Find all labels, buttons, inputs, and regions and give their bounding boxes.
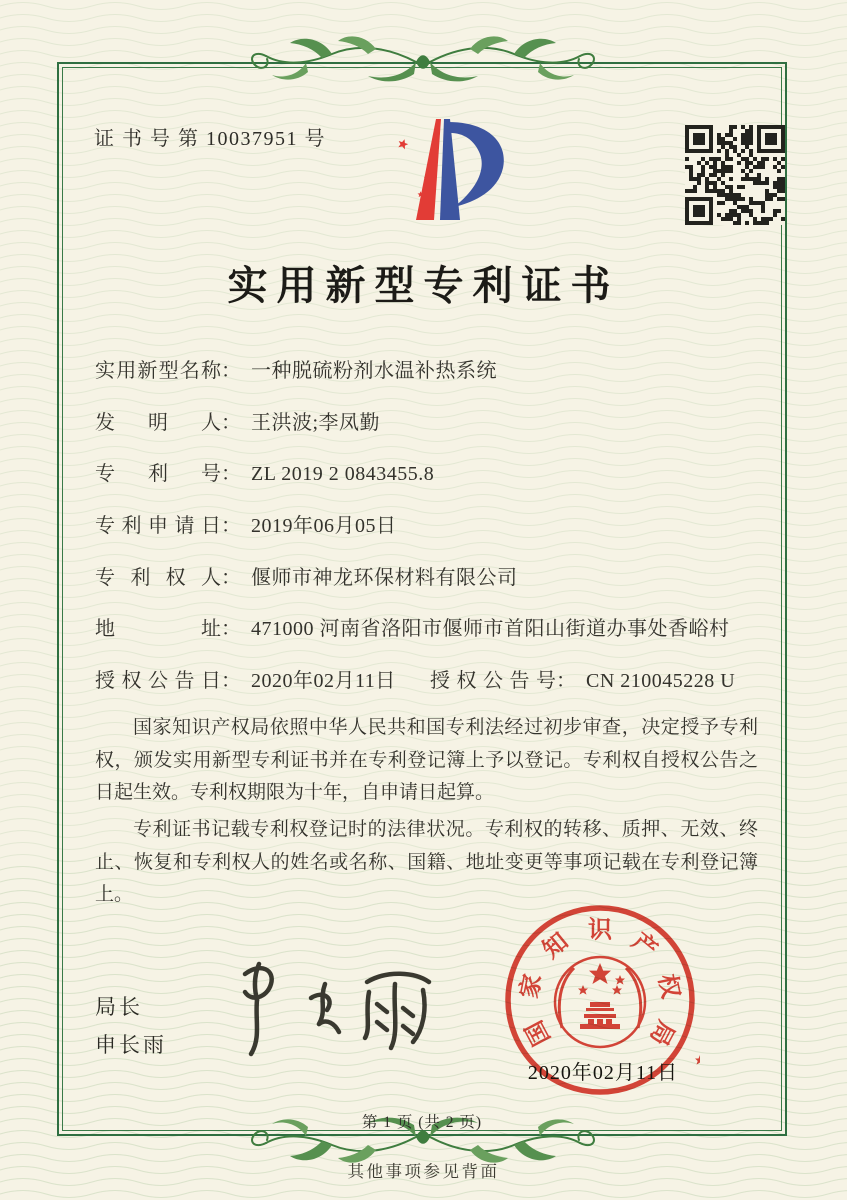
svg-text:权: 权 (653, 972, 684, 1001)
svg-text:知: 知 (538, 928, 574, 964)
field-label: 授权公告日 (95, 670, 221, 693)
svg-text:国: 国 (521, 1015, 556, 1050)
field-colon: ： (221, 463, 241, 486)
field-value: 偃师市神龙环保材料有限公司 (251, 566, 518, 589)
top-border-ornament-icon (246, 33, 600, 91)
field-value: 2019年06月05日 (251, 515, 397, 538)
legal-paragraph-2: 专利证书记载专利权登记时的法律状况。专利权的转移、质押、无效、终止、恢复和专利权人的姓名或名称、国籍、地址变更等事项记载在专利登记簿上。 (95, 819, 758, 906)
seal-date: 2020年02月11日 (527, 1062, 679, 1084)
legal-text (95, 712, 758, 916)
field-row-address (95, 614, 760, 666)
svg-text:识: 识 (588, 917, 612, 944)
field-row-grant (95, 666, 760, 718)
field-colon: ： (221, 566, 241, 589)
page-indicator: 第 1 页 (共 2 页) (361, 1114, 483, 1131)
field-label: 专利号 (95, 463, 221, 486)
field-row-filing-date (95, 511, 760, 563)
field-colon: ： (221, 411, 241, 434)
certificate-fields (95, 356, 760, 718)
field-colon: ： (221, 618, 241, 641)
field-row-patent-number (95, 459, 760, 511)
signoff-block (95, 988, 167, 1064)
field-row-utility-name (95, 356, 760, 408)
field-colon: ： (221, 515, 241, 538)
field-label: 授权公告号 (430, 670, 556, 693)
field-colon: ： (221, 360, 241, 382)
field-value: 471000 河南省洛阳市偃师市首阳山街道办事处香峪村 (251, 618, 730, 641)
field-value: 2020年02月11日 (251, 670, 396, 693)
cnipa-logo-icon (348, 108, 523, 240)
grant-date-field (95, 670, 396, 692)
field-value: 一种脱硫粉剂水温补热系统 (251, 360, 497, 382)
field-label: 发明人 (95, 411, 221, 434)
field-row-inventor (95, 408, 760, 460)
field-label: 实用新型名称 (95, 360, 221, 382)
certificate-title: 实用新型专利证书 (227, 263, 620, 308)
svg-text:产: 产 (626, 928, 662, 964)
svg-text:局: 局 (644, 1015, 679, 1050)
commissioner-signature-icon (215, 948, 465, 1063)
seal-ring-text (516, 917, 686, 1050)
legal-paragraph-1: 国家知识产权局依照中华人民共和国专利法经过初步审查，决定授予专利权，颁发实用新型专利证书并在专利登记簿上予以登记。专利权自授权公告之日起生效。专利权期限为十年，自申请日起算。 (95, 717, 758, 804)
commissioner-name: 申长雨 (95, 1033, 167, 1057)
certificate-number: 证 书 号 第 10037951 号 (94, 128, 326, 150)
grant-number-field (430, 666, 735, 696)
back-note: 其他事项参见背面 (347, 1162, 500, 1181)
field-colon: ： (556, 670, 576, 693)
commissioner-title: 局长 (95, 995, 143, 1019)
field-value: CN 210045228 U (586, 670, 736, 693)
qr-code (685, 125, 785, 225)
field-value: 王洪波;李凤勤 (251, 411, 381, 434)
field-colon: ： (221, 670, 241, 693)
svg-text:家: 家 (516, 972, 547, 1001)
field-label: 地址 (95, 618, 221, 641)
field-label: 专利权人 (95, 566, 221, 589)
field-row-patentee (95, 563, 760, 615)
field-label: 专利申请日 (95, 515, 221, 538)
field-value: ZL 2019 2 0843455.8 (251, 463, 435, 486)
